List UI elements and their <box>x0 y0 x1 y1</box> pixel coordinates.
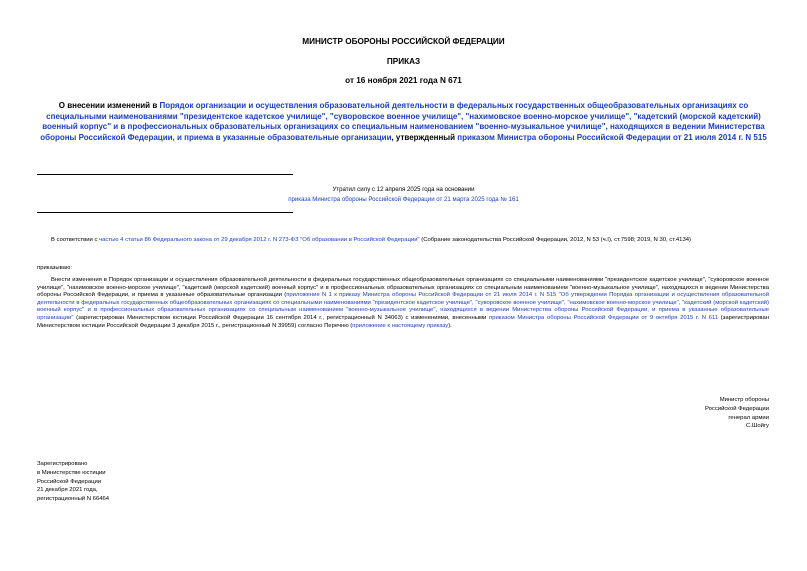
order-161-link[interactable]: приказа Министра обороны Российской Федерации от 21 марта 2025 года № 161 <box>288 196 519 203</box>
signature-line: С.Шойгу <box>746 423 769 430</box>
main-paragraph <box>37 277 769 330</box>
registration-line: в Министерстве юстиции <box>37 469 106 476</box>
signature-line: генерал армии <box>728 414 769 421</box>
order-word: приказываю: <box>37 265 73 271</box>
title-middle: , утвержденный <box>391 132 458 142</box>
order-515-link[interactable]: приказом Министра обороны Российской Федерации от 21 июля 2014 г. N 515 <box>457 132 767 142</box>
top-divider <box>37 174 293 175</box>
doc-type-heading: ПРИКАЗ <box>386 57 421 66</box>
procedure-link[interactable]: Порядок организации и осуществления образовательной деятельности в федеральных государственных общеобразовательных организациях со специальными наименованиями "президентское кадетское училище", "суворовское военное училище", "нахимовское военно-морское училище", "кадетский (морской кадетский) военный корпус" и в профессиональных образовательных организациях со специальным наименованием "военно-музыкальное училище", находящихся в ведении Министерства обороны Российской Федерации, и приема в указанные образовательные организации <box>40 101 765 142</box>
main-text-b: (зарегистрирован Министерством юстиции Российской Федерации 16 сентября 2014 г., регистрационный N 34063) с изменениями, внесенными <box>73 314 490 321</box>
order-title <box>32 101 775 143</box>
signature-block <box>705 396 769 431</box>
appendix-link[interactable]: приложение к настоящему приказу <box>352 322 449 329</box>
main-text-a: Внести изменения в Порядок организации и осуществления образовательной деятельности в федеральных государственных общеобразовательных организациях со специальными наименованиями "президентское кадетское училище", "суворовское военное училище", "нахимовское военно-морское училище", "кадетский (морской кадетский) военный корпус" и в профессиональных образовательных организациях со специальным наименованием "военно-музыкальное училище", находящихся в ведении Министерства обороны Российской Федерации, и приема в указанные образовательные организации ( <box>37 277 769 299</box>
main-text-c: (зарегистрирован Министерством юстиции Российской Федерации 3 декабря 2015 г., регистрационный N 39959) согласно Перечню ( <box>37 314 770 329</box>
registration-line: 21 декабря 2021 года, <box>37 487 98 494</box>
title-prefix: О внесении изменений в <box>58 101 160 110</box>
registration-line: Зарегистрировано <box>37 461 88 467</box>
ministry-heading: МИНИСТР ОБОРОНЫ РОССИЙСКОЙ ФЕДЕРАЦИИ <box>302 37 505 46</box>
law-273-link[interactable]: частью 4 статьи 86 Федерального закона от 29 декабря 2012 г. N 273-ФЗ "Об образовании в Российской Федерации" <box>99 237 420 243</box>
registration-block <box>37 460 109 504</box>
order-611-link[interactable]: приказом Министра обороны Российской Федерации от 9 октября 2015 г. N 611 <box>489 314 719 321</box>
registration-line: регистрационный N 66464 <box>37 496 110 503</box>
expired-notice: Утратил силу с 12 апреля 2025 года на основании <box>332 186 475 193</box>
bottom-divider <box>37 212 293 213</box>
basis-paragraph <box>37 237 769 245</box>
basis-suffix: (Собрание законодательства Российской Федерации, 2012, N 53 (ч.I), ст.7598; 2019, N 30, ст.4134) <box>419 237 691 243</box>
basis-prefix: В соответствии с <box>51 237 100 243</box>
appendix-1-link[interactable]: приложение N 1 к приказу Министра обороны Российской Федерации от 21 июля 2014 г. N 515 "Об утверждении Порядка организации и осуществления образовательной деятельности в федеральных государственных общеобразовательных организациях со специальными наименованиями "президентское кадетское училище", "суворовское военное училище", "нахимовское военно-морское училище", "кадетский (морской кадетский) военный корпус" и в профессиональных образовательных организациях со специальным наименованием "военно-музыкальное училище", находящихся в ведении Министерства обороны Российской Федерации, и приема в указанные образовательные организации" <box>37 292 770 321</box>
signature-line: Российской Федерации <box>704 405 769 412</box>
registration-line: Российской Федерации <box>37 478 102 485</box>
signature-line: Министр обороны <box>719 397 769 403</box>
main-text-d: ). <box>448 322 452 329</box>
date-number-heading: от 16 ноября 2021 года N 671 <box>345 76 462 85</box>
